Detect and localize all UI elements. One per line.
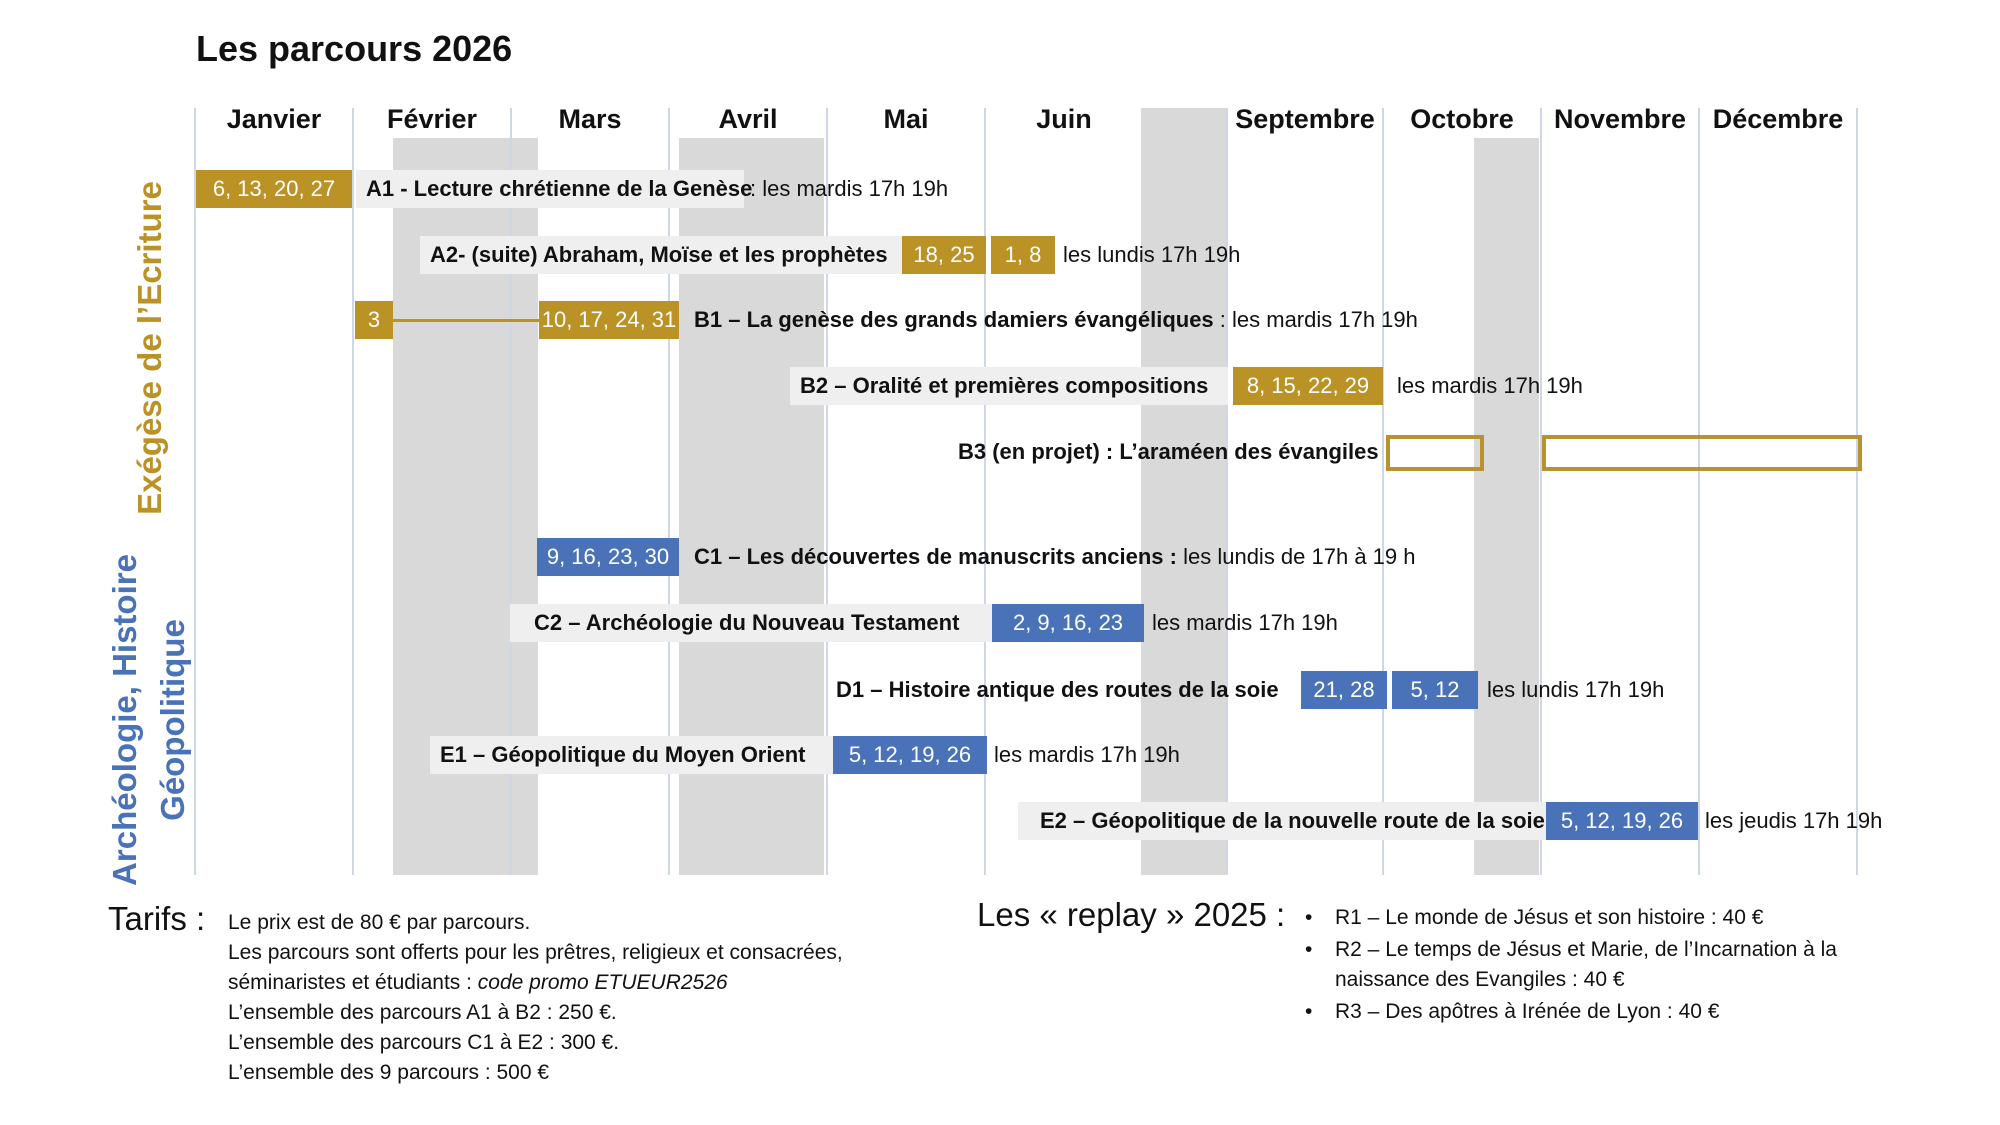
- course-e1-name: E1 – Géopolitique du Moyen Orient: [440, 742, 806, 767]
- replay-item-text: R3 – Des apôtres à Irénée de Lyon : 40 €: [1335, 1000, 1720, 1023]
- month-novembre: Novembre: [1553, 104, 1687, 134]
- course-a1-label: [356, 170, 753, 208]
- course-b1-dates-march: 10, 17, 24, 31: [539, 301, 679, 339]
- month-divider: [1540, 108, 1542, 875]
- course-b3-name: B3 (en projet) : L’araméen des évangiles: [958, 439, 1379, 464]
- course-a1-schedule: : les mardis 17h 19h: [750, 176, 949, 201]
- tarifs-details: [228, 908, 843, 1088]
- month-septembre: Septembre: [1235, 104, 1375, 134]
- course-e2-name: E2 – Géopolitique de la nouvelle route de la soie: [1040, 808, 1545, 833]
- page-title: Les parcours 2026: [196, 28, 513, 69]
- bullet-icon: •: [1305, 1000, 1313, 1023]
- month-avril: Avril: [718, 104, 778, 134]
- course-a2-dates-june: 1, 8: [991, 236, 1055, 274]
- promo-code: code promo ETUEUR2526: [477, 971, 728, 994]
- tarifs-line3-prefix: séminaristes et étudiants :: [228, 971, 478, 994]
- replay-item-text: R2 – Le temps de Jésus et Marie, de l’Incarnation à la naissance des Evangiles : 40 €: [1335, 938, 1837, 991]
- course-c2-label: [510, 604, 1000, 642]
- replay-item: [1305, 997, 1905, 1027]
- course-b1-connector: [393, 319, 539, 322]
- course-c1-dates: 9, 16, 23, 30: [537, 538, 679, 576]
- section-label-archeologie-line2: Géopolitique: [154, 619, 191, 821]
- course-a1-name: A1 - Lecture chrétienne de la Genèse: [366, 176, 753, 201]
- course-a2-label: [420, 236, 915, 274]
- course-c1-schedule: les lundis de 17h à 19 h: [1176, 544, 1416, 569]
- course-b3-placeholder-nov-dec: [1542, 435, 1862, 471]
- course-a2-schedule: les lundis 17h 19h: [1063, 242, 1241, 267]
- month-divider: [1856, 108, 1858, 875]
- course-c1-name: C1 – Les découvertes de manuscrits anciens :: [694, 544, 1177, 569]
- course-d1-dates-oct: 5, 12: [1392, 671, 1478, 709]
- course-b2-dates: 8, 15, 22, 29: [1233, 367, 1383, 405]
- course-b2-schedule: les mardis 17h 19h: [1397, 373, 1583, 398]
- course-a1-dates: 6, 13, 20, 27: [196, 170, 352, 208]
- course-c1-text: [694, 538, 1416, 576]
- course-b1-text: [694, 301, 1418, 339]
- replay-item-text: R1 – Le monde de Jésus et son histoire : 40 €: [1335, 906, 1764, 929]
- course-e2-label: [1018, 802, 1558, 840]
- course-c2-dates: 2, 9, 16, 23: [992, 604, 1144, 642]
- month-octobre: Octobre: [1410, 104, 1514, 134]
- course-a2-name: A2- (suite) Abraham, Moïse et les prophètes: [430, 242, 888, 267]
- replay-item: [1305, 903, 1905, 933]
- tarifs-line: L’ensemble des parcours A1 à B2 : 250 €.: [228, 1001, 617, 1024]
- tarifs-line: Le prix est de 80 € par parcours.: [228, 911, 531, 934]
- month-divider: [194, 108, 196, 875]
- course-e1-schedule: les mardis 17h 19h: [994, 742, 1180, 767]
- course-d1-name: D1 – Histoire antique des routes de la soie: [836, 677, 1279, 702]
- replay-list: [1305, 903, 1905, 1029]
- month-divider: [1698, 108, 1700, 875]
- vacation-band-october: [1474, 138, 1539, 875]
- month-mai: Mai: [883, 104, 929, 134]
- month-decembre: Décembre: [1712, 104, 1844, 134]
- tarifs-line: L’ensemble des 9 parcours : 500 €: [228, 1061, 550, 1084]
- course-e2-schedule: les jeudis 17h 19h: [1705, 808, 1883, 833]
- course-d1-schedule: les lundis 17h 19h: [1487, 677, 1665, 702]
- course-a2-dates-may: 18, 25: [902, 236, 986, 274]
- month-juin: Juin: [1036, 104, 1092, 134]
- course-b2-label: [790, 367, 1228, 405]
- course-e2-dates: 5, 12, 19, 26: [1546, 802, 1698, 840]
- replay-heading: Les « replay » 2025 :: [977, 896, 1286, 933]
- tarifs-line: L’ensemble des parcours C1 à E2 : 300 €.: [228, 1031, 620, 1054]
- tarifs-line: Les parcours sont offerts pour les prêtres, religieux et consacrées,: [228, 941, 843, 964]
- section-label-exegese: Exégèse de l’Ecriture: [131, 181, 168, 515]
- section-label-archeologie-line1: Archéologie, Histoire: [106, 554, 143, 886]
- course-b3-placeholder-october: [1386, 435, 1484, 471]
- course-e1-label: [430, 736, 845, 774]
- month-fevrier: Février: [386, 104, 478, 134]
- month-janvier: Janvier: [226, 104, 322, 134]
- tarifs-line: [228, 968, 843, 998]
- course-c2-schedule: les mardis 17h 19h: [1152, 610, 1338, 635]
- course-c2-name: C2 – Archéologie du Nouveau Testament: [534, 610, 960, 635]
- course-e1-dates: 5, 12, 19, 26: [833, 736, 987, 774]
- course-b1-name: B1 – La genèse des grands damiers évangéliques: [694, 307, 1214, 332]
- month-divider: [1382, 108, 1384, 875]
- bullet-icon: •: [1305, 906, 1313, 929]
- course-d1-dates-sep: 21, 28: [1301, 671, 1387, 709]
- course-b3-label: [958, 433, 1379, 471]
- course-b1-schedule: : les mardis 17h 19h: [1213, 307, 1418, 332]
- bullet-icon: •: [1305, 938, 1313, 961]
- month-mars: Mars: [558, 104, 622, 134]
- tarifs-heading: Tarifs :: [108, 900, 206, 937]
- month-divider: [352, 108, 354, 875]
- course-b2-name: B2 – Oralité et premières compositions: [800, 373, 1209, 398]
- course-b1-date-feb: 3: [355, 301, 393, 339]
- replay-item: [1305, 935, 1905, 995]
- month-divider: [1226, 108, 1228, 875]
- course-d1-label: [836, 671, 1279, 709]
